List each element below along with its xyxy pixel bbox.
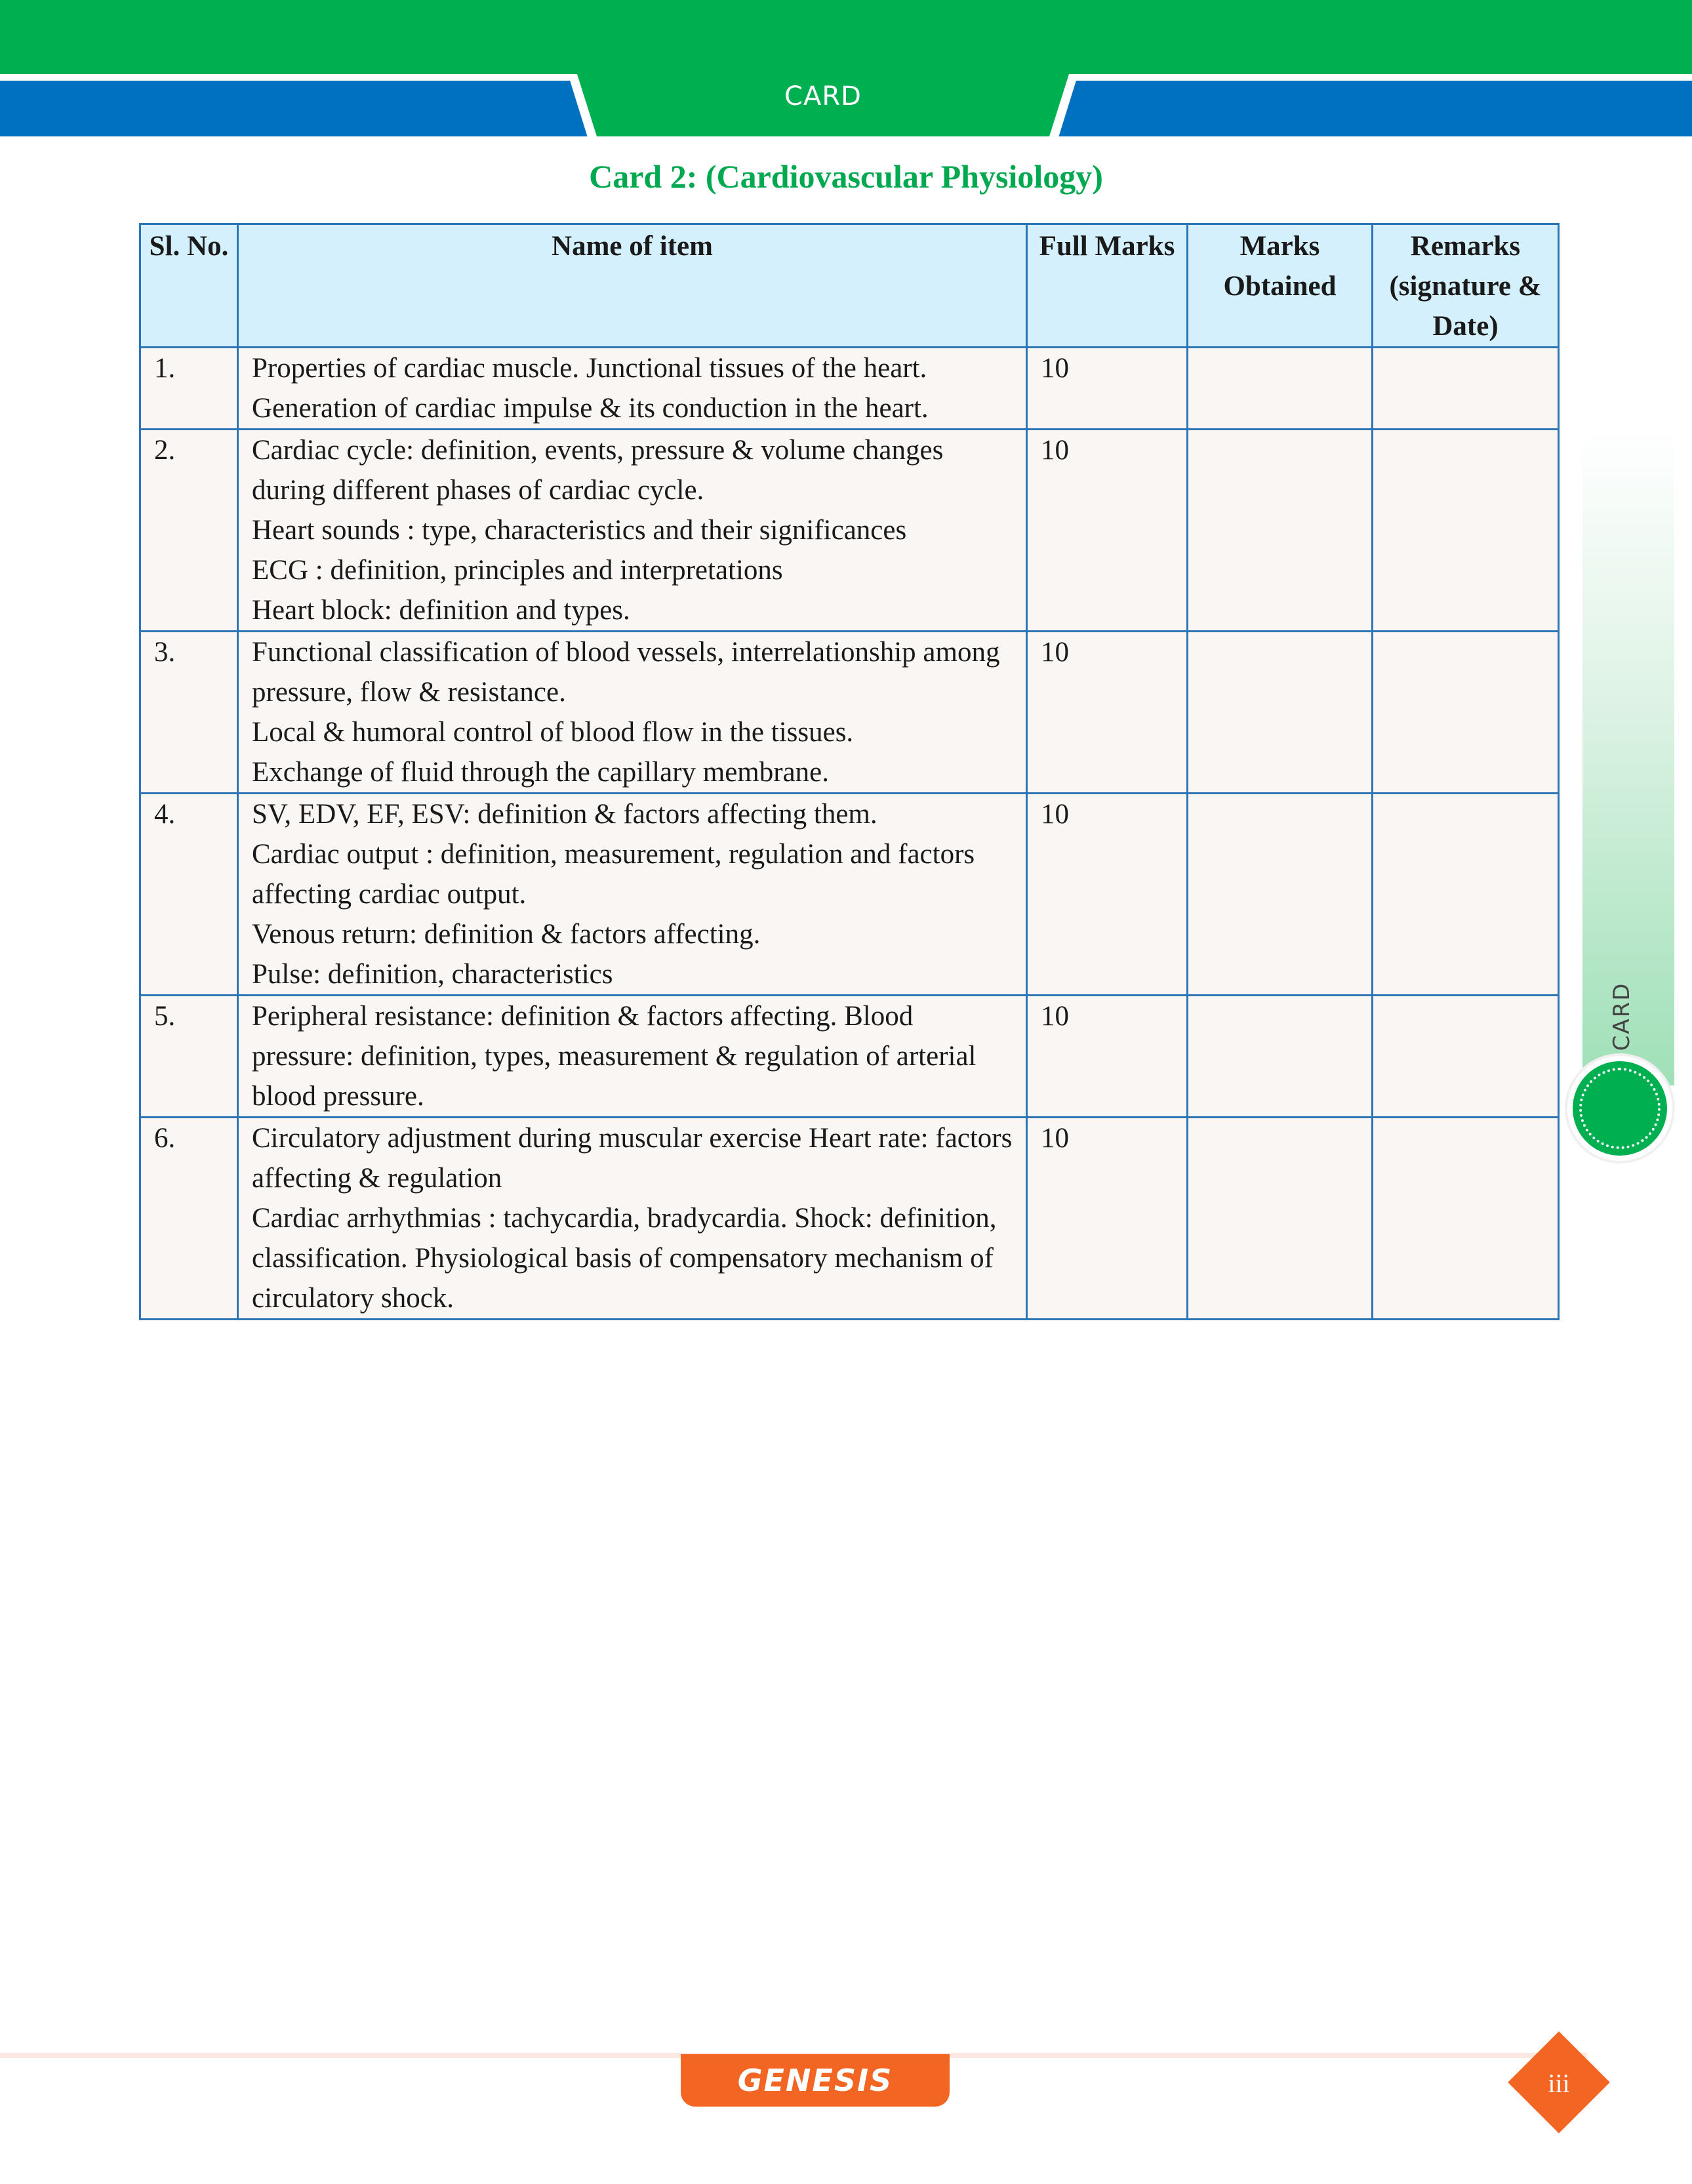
table-row — [140, 794, 1559, 996]
marks-obtained-cell[interactable] — [1188, 348, 1373, 430]
table-row — [140, 430, 1559, 632]
remarks-cell[interactable] — [1373, 794, 1559, 996]
column-header-sl-no: Sl. No. — [140, 224, 238, 348]
item-line: Generation of cardiac impulse & its conduction in the heart. — [252, 393, 929, 424]
item-line: Local & humoral control of blood flow in the tissues. — [252, 717, 854, 748]
side-tab-dotted-ring-icon — [1579, 1068, 1661, 1149]
item-name-cell — [238, 348, 1027, 430]
sl-no-cell: 1. — [140, 348, 238, 430]
item-name-cell — [238, 430, 1027, 632]
marks-obtained-cell[interactable] — [1188, 430, 1373, 632]
footer-brand-logo: GENESIS — [681, 2054, 950, 2107]
marks-obtained-cell[interactable] — [1188, 632, 1373, 794]
header-section-label: CARD — [784, 81, 862, 111]
item-line: Properties of cardiac muscle. Junctional tissues of the heart. — [252, 353, 927, 384]
remarks-cell[interactable] — [1373, 996, 1559, 1118]
sl-no-cell: 5. — [140, 996, 238, 1118]
marks-obtained-cell[interactable] — [1188, 794, 1373, 996]
item-name-cell — [238, 794, 1027, 996]
sl-no-cell: 4. — [140, 794, 238, 996]
side-tab-label: CARD — [1609, 982, 1635, 1051]
page-number: iii — [1548, 2069, 1570, 2098]
item-name-cell — [238, 632, 1027, 794]
column-header-remarks: Remarks (signature & Date) — [1373, 224, 1559, 348]
sl-no-cell: 6. — [140, 1118, 238, 1320]
remarks-cell[interactable] — [1373, 348, 1559, 430]
full-marks-cell: 10 — [1027, 632, 1188, 794]
card-table — [139, 223, 1560, 1320]
sl-no-cell: 3. — [140, 632, 238, 794]
column-header-name-of-item: Name of item — [238, 224, 1027, 348]
item-name-cell — [238, 996, 1027, 1118]
full-marks-cell: 10 — [1027, 996, 1188, 1118]
remarks-cell[interactable] — [1373, 430, 1559, 632]
remarks-cell[interactable] — [1373, 632, 1559, 794]
full-marks-cell: 10 — [1027, 1118, 1188, 1320]
item-line: Pulse: definition, characteristics — [252, 959, 613, 990]
page-title: Card 2: (Cardiovascular Physiology) — [589, 158, 1103, 195]
remarks-cell[interactable] — [1373, 1118, 1559, 1320]
table-row — [140, 1118, 1559, 1320]
full-marks-cell: 10 — [1027, 794, 1188, 996]
item-line: Functional classification of blood vessels, interrelationship among pressure, flow & resistance. — [252, 637, 1000, 708]
header-banner-green — [0, 0, 1692, 74]
table-row — [140, 348, 1559, 430]
item-line: ECG : definition, principles and interpretations — [252, 555, 783, 586]
marks-obtained-cell[interactable] — [1188, 1118, 1373, 1320]
table-row — [140, 632, 1559, 794]
item-line: SV, EDV, EF, ESV: definition & factors affecting them. — [252, 799, 877, 830]
column-header-marks-obtained: Marks Obtained — [1188, 224, 1373, 348]
item-line: Exchange of fluid through the capillary membrane. — [252, 757, 829, 788]
item-line: Venous return: definition & factors affecting. — [252, 919, 761, 950]
table-row — [140, 996, 1559, 1118]
column-header-full-marks: Full Marks — [1027, 224, 1188, 348]
item-line: Cardiac cycle: definition, events, pressure & volume changes during different phases of cardiac cycle. — [252, 435, 944, 506]
item-line: Peripheral resistance: definition & factors affecting. Blood pressure: definition, types, measurement & regulation of arterial blood pressure. — [252, 1001, 977, 1112]
item-line: Cardiac output : definition, measurement, regulation and factors affecting cardiac output. — [252, 839, 975, 910]
table-header-row — [140, 224, 1559, 348]
item-name-cell — [238, 1118, 1027, 1320]
marks-obtained-cell[interactable] — [1188, 996, 1373, 1118]
item-line: Cardiac arrhythmias : tachycardia, bradycardia. Shock: definition, classification. Physiological basis of compensatory mechanism of circulatory shock. — [252, 1203, 997, 1314]
sl-no-cell: 2. — [140, 430, 238, 632]
item-line: Circulatory adjustment during muscular exercise Heart rate: factors affecting & regulation — [252, 1123, 1013, 1194]
item-line: Heart block: definition and types. — [252, 595, 630, 626]
full-marks-cell: 10 — [1027, 348, 1188, 430]
item-line: Heart sounds : type, characteristics and their significances — [252, 515, 907, 546]
full-marks-cell: 10 — [1027, 430, 1188, 632]
